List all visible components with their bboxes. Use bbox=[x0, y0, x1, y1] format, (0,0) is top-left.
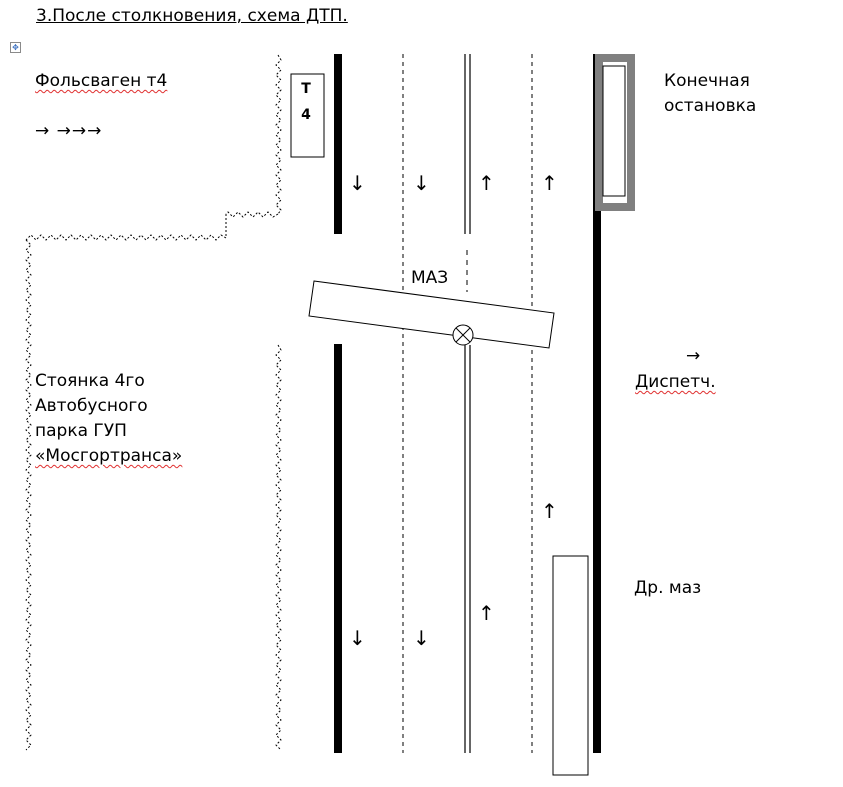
parking-edge-left bbox=[26, 240, 31, 750]
terminal-stop-inner bbox=[603, 66, 625, 196]
arrow-down-icon: ↓ bbox=[413, 171, 430, 195]
volkswagen-label: Фольсваген т4 bbox=[35, 71, 168, 91]
other-maz-label: Др. маз bbox=[634, 578, 702, 598]
other-maz-bus bbox=[553, 556, 588, 775]
vehicle-t4-label-line2: 4 bbox=[301, 107, 311, 123]
volkswagen-direction-arrows: → →→→ bbox=[35, 121, 103, 141]
maz-label: МАЗ bbox=[411, 268, 449, 288]
parking-edge-top2 bbox=[26, 214, 226, 240]
arrow-down-icon: ↓ bbox=[349, 171, 366, 195]
dispatch-label: Диспетч. bbox=[635, 372, 716, 392]
arrow-down-icon: ↓ bbox=[349, 626, 366, 650]
arrow-down-icon: ↓ bbox=[413, 626, 430, 650]
vehicle-t4-label-line1: Т bbox=[301, 81, 311, 97]
maz-bus bbox=[309, 281, 554, 348]
curb-left-lower bbox=[334, 344, 342, 753]
road-edge-left bbox=[276, 55, 281, 214]
road-edge-left-lower bbox=[276, 345, 281, 750]
terminal-stop-label: Конечная остановка bbox=[664, 71, 757, 116]
depot-label: Стоянка 4го Автобусного парка ГУП bbox=[35, 371, 148, 441]
parking-edge-top bbox=[226, 212, 278, 217]
table-move-handle-icon[interactable]: ✥ bbox=[10, 42, 21, 53]
depot-label-org: «Мосгортранса» bbox=[35, 446, 183, 466]
dispatch-arrow-icon: → bbox=[686, 346, 701, 366]
arrow-up-icon: ↑ bbox=[541, 171, 558, 195]
arrow-up-icon: ↑ bbox=[478, 171, 495, 195]
arrow-up-icon: ↑ bbox=[478, 601, 495, 625]
page-title: 3.После столкновения, схема ДТП. bbox=[36, 6, 348, 26]
arrow-up-icon: ↑ bbox=[541, 499, 558, 523]
curb-left-upper bbox=[334, 54, 342, 234]
